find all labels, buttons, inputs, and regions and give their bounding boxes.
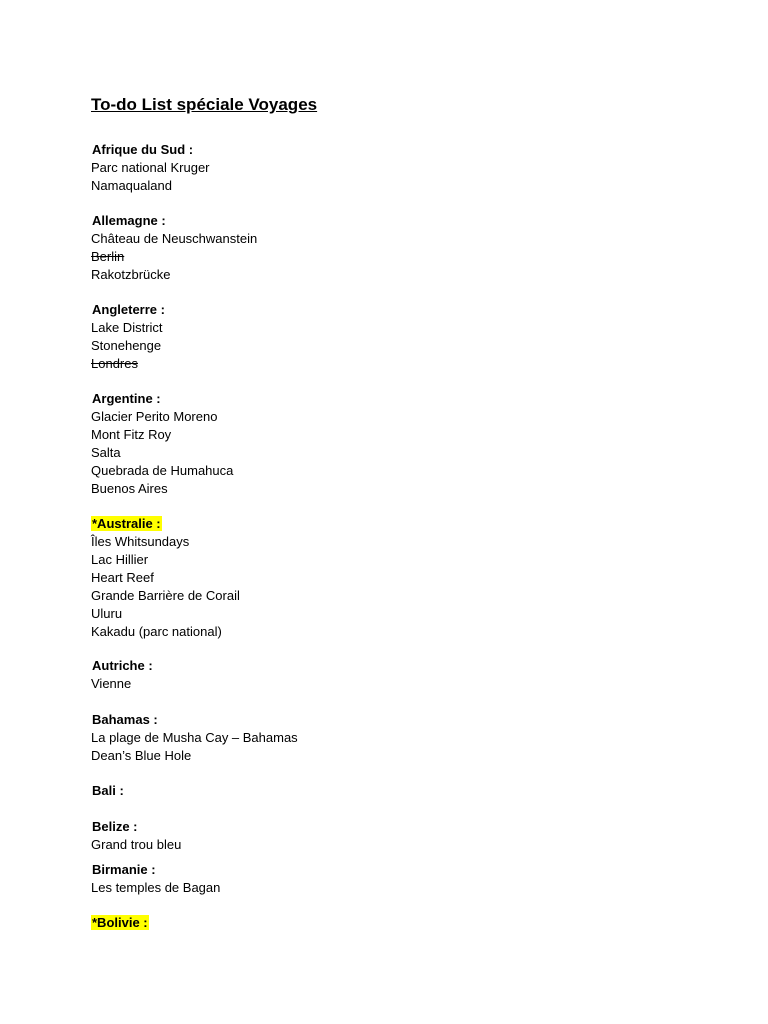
destination-item: Kakadu (parc national)	[91, 624, 222, 639]
country-heading-text: Belize :	[92, 819, 138, 834]
country-heading-text: Autriche :	[92, 658, 153, 673]
destination-item: Îles Whitsundays	[91, 534, 190, 549]
destination-item: Grande Barrière de Corail	[91, 588, 240, 603]
country-heading	[91, 212, 257, 230]
country-heading	[91, 818, 181, 836]
destination-item: Lac Hillier	[91, 552, 149, 567]
country-section	[91, 782, 125, 800]
country-section	[91, 301, 166, 373]
destination-item: Rakotzbrücke	[91, 267, 171, 282]
country-section	[91, 818, 181, 854]
country-heading	[91, 515, 240, 533]
destination-item: Grand trou bleu	[91, 837, 182, 852]
country-heading-text: Allemagne :	[92, 213, 166, 228]
country-heading-text: Birmanie :	[92, 862, 156, 877]
destination-item: Mont Fitz Roy	[91, 427, 172, 442]
document-title: To-do List spéciale Voyages	[91, 95, 318, 114]
destination-item: Vienne	[91, 676, 132, 691]
country-heading	[91, 301, 166, 319]
country-heading-text: Afrique du Sud :	[92, 142, 194, 157]
destination-item: Lake District	[91, 320, 163, 335]
country-heading	[91, 782, 125, 800]
country-heading-text: Bahamas :	[92, 712, 158, 727]
country-heading-text: Argentine :	[92, 391, 161, 406]
country-heading	[91, 657, 154, 675]
country-section	[91, 141, 210, 195]
destination-item: Salta	[91, 445, 121, 460]
destination-item: Buenos Aires	[91, 481, 168, 496]
destination-item: Dean’s Blue Hole	[91, 748, 192, 763]
country-section	[91, 515, 240, 641]
country-section	[91, 657, 154, 693]
country-heading	[91, 914, 149, 932]
country-heading	[91, 390, 233, 408]
country-section	[91, 861, 220, 897]
destination-item: Uluru	[91, 606, 123, 621]
country-section	[91, 212, 257, 284]
destination-item: Namaqualand	[91, 178, 172, 193]
country-section	[91, 390, 233, 498]
destination-item: Heart Reef	[91, 570, 154, 585]
destination-item: Quebrada de Humahuca	[91, 463, 234, 478]
destination-item: Les temples de Bagan	[91, 880, 221, 895]
destination-item: Parc national Kruger	[91, 160, 210, 175]
country-heading	[91, 141, 210, 159]
destination-item-done: Berlin	[91, 249, 125, 264]
country-section	[91, 914, 149, 932]
destination-item-done: Londres	[91, 356, 138, 371]
destination-item: La plage de Musha Cay – Bahamas	[91, 730, 298, 745]
country-heading	[91, 711, 298, 729]
country-heading-text: *Bolivie :	[92, 915, 148, 930]
destination-item: Glacier Perito Moreno	[91, 409, 218, 424]
country-heading-text: Bali :	[92, 783, 124, 798]
destination-item: Stonehenge	[91, 338, 162, 353]
country-heading-text: Angleterre :	[92, 302, 165, 317]
country-heading-text: *Australie :	[92, 516, 161, 531]
country-heading	[91, 861, 220, 879]
country-section	[91, 711, 298, 765]
destination-item: Château de Neuschwanstein	[91, 231, 258, 246]
